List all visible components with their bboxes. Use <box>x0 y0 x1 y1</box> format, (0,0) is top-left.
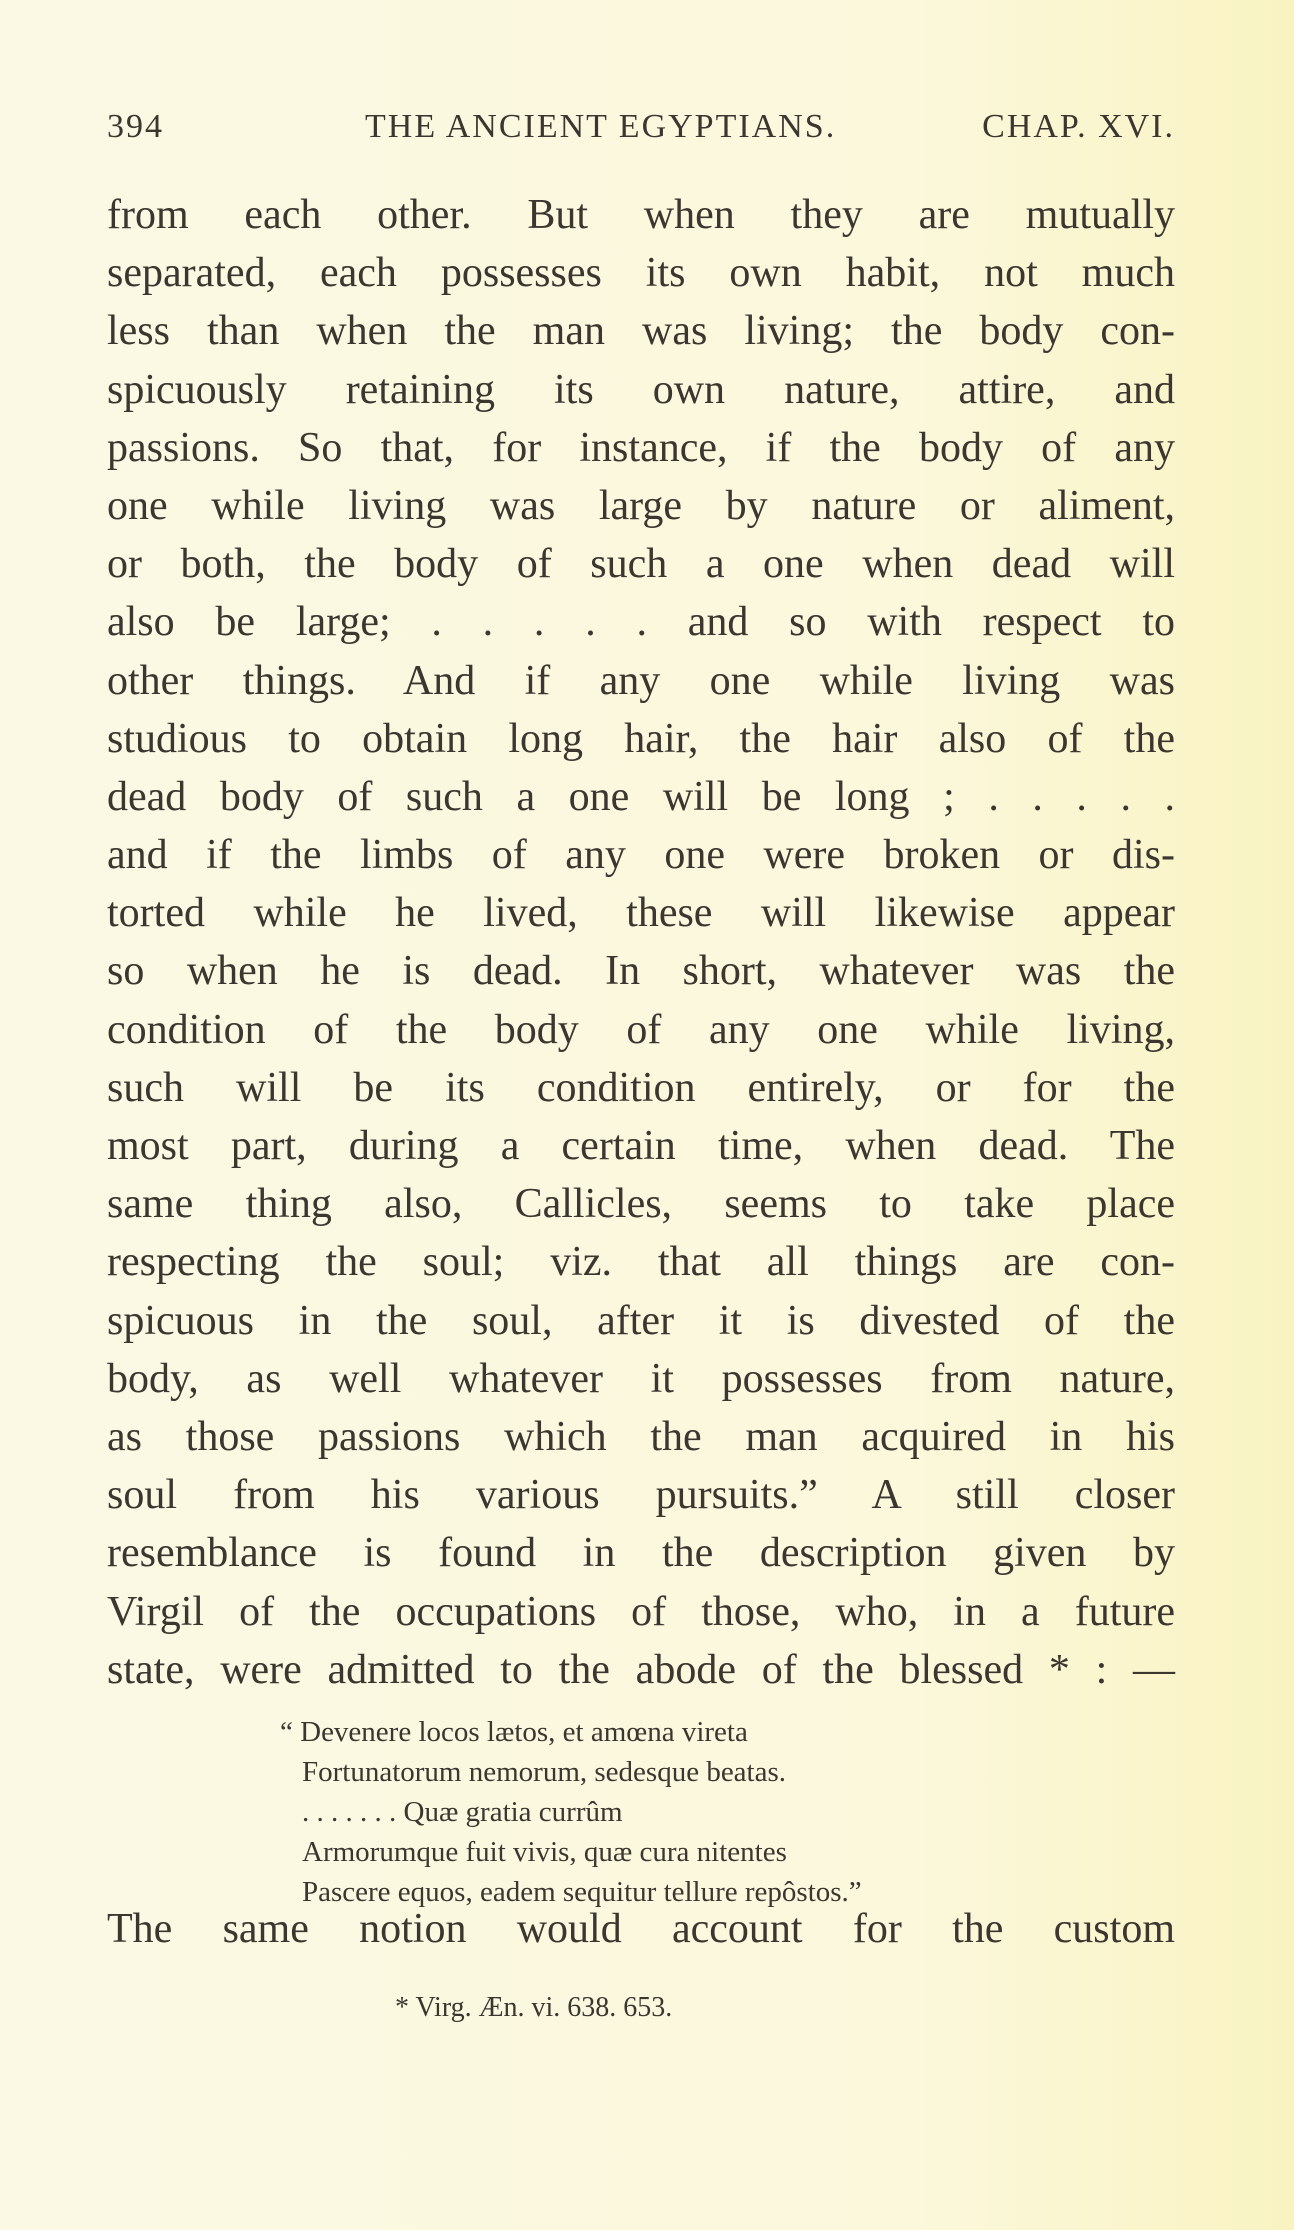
text-line: other things. And if any one while living was <box>107 657 1175 704</box>
text-line: as those passions which the man acquired in his <box>107 1413 1175 1460</box>
text-line: from each other. But when they are mutually <box>107 192 1175 238</box>
footnote: * Virg. Æn. vi. 638. 653. <box>395 1992 673 2023</box>
verse-line: Fortunatorum nemorum, sedesque beatas. <box>302 1756 787 1788</box>
running-title: THE ANCIENT EGYPTIANS. <box>365 108 837 145</box>
text-line: one while living was large by nature or aliment, <box>107 482 1175 529</box>
text-line: also be large; . . . . . and so with respect to <box>107 599 1175 646</box>
text-line: body, as well whatever it possesses from nature, <box>107 1355 1175 1402</box>
chapter-label: CHAP. XVI. <box>982 108 1175 145</box>
text-line: studious to obtain long hair, the hair also of the <box>107 715 1175 762</box>
text-line: passions. So that, for instance, if the body of any <box>107 424 1175 471</box>
text-line: most part, during a certain time, when dead. The <box>107 1123 1175 1169</box>
text-line: and if the limbs of any one were broken or dis- <box>107 832 1175 879</box>
text-line: spicuous in the soul, after it is divested of the <box>107 1297 1175 1344</box>
text-line: spicuously retaining its own nature, attire, and <box>107 366 1175 413</box>
text-line: The same notion would account for the custom <box>107 1906 1175 1952</box>
verse-line: “ Devenere locos lætos, et amœna vireta <box>280 1716 748 1748</box>
text-line: Virgil of the occupations of those, who, in a future <box>107 1588 1175 1635</box>
text-line: same thing also, Callicles, seems to take place <box>107 1181 1175 1228</box>
text-line: so when he is dead. In short, whatever was the <box>107 948 1175 995</box>
text-line: such will be its condition entirely, or for the <box>107 1064 1175 1111</box>
verse-line: Pascere equos, eadem sequitur tellure repôstos.” <box>302 1876 862 1908</box>
text-line: resemblance is found in the description given by <box>107 1530 1175 1577</box>
body-text-continued <box>107 1900 1175 1958</box>
text-line: condition of the body of any one while living, <box>107 1006 1175 1053</box>
text-line: respecting the soul; viz. that all things are con- <box>107 1239 1175 1286</box>
text-line: less than when the man was living; the body con- <box>107 308 1175 355</box>
running-header <box>107 108 1175 152</box>
verse-line: Armorumque fuit vivis, quæ cura nitentes <box>302 1836 787 1868</box>
text-line: torted while he lived, these will likewise appear <box>107 890 1175 937</box>
text-line: state, were admitted to the abode of the blessed * : — <box>107 1646 1175 1693</box>
text-line: soul from his various pursuits.” A still closer <box>107 1472 1175 1519</box>
verse-quotation <box>280 1712 1060 1912</box>
text-line: separated, each possesses its own habit, not much <box>107 250 1175 297</box>
text-line: or both, the body of such a one when dead will <box>107 541 1175 588</box>
verse-line: . . . . . . . Quæ gratia currûm <box>302 1796 623 1828</box>
text-line: dead body of such a one will be long ; . . . . . <box>107 773 1175 820</box>
page-number: 394 <box>107 108 164 145</box>
body-text <box>107 186 1175 1699</box>
